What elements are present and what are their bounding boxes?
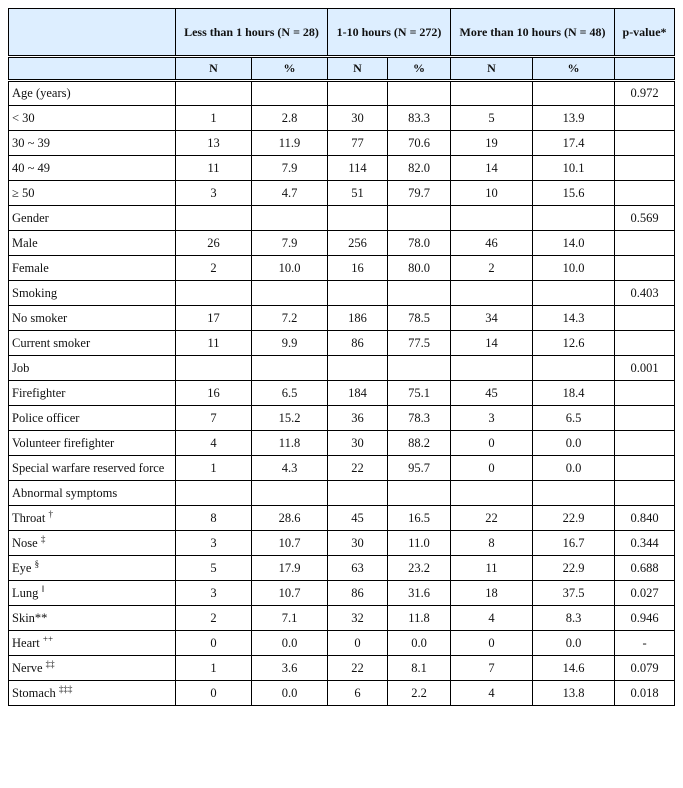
table-row [9, 556, 675, 581]
cell-n-1to10h [328, 81, 388, 106]
cell-n-1to10h: 86 [328, 331, 388, 356]
cell-n-1to10h [328, 356, 388, 381]
row-label [9, 331, 176, 356]
table-row [9, 231, 675, 256]
cell-n-gt10h: 14 [451, 331, 533, 356]
table-row [9, 406, 675, 431]
cell-n-lt1h: 1 [176, 656, 252, 681]
cell-n-gt10h: 5 [451, 106, 533, 131]
row-label [9, 531, 176, 556]
cell-pct-gt10h: 0.0 [533, 456, 615, 481]
cell-n-lt1h: 8 [176, 506, 252, 531]
cell-n-gt10h: 14 [451, 156, 533, 181]
subheader-n: N [451, 57, 533, 81]
cell-n-1to10h: 32 [328, 606, 388, 631]
cell-pct-gt10h: 14.3 [533, 306, 615, 331]
cell-pct-lt1h: 15.2 [252, 406, 328, 431]
cell-n-lt1h [176, 81, 252, 106]
cell-pct-lt1h: 7.9 [252, 231, 328, 256]
cell-n-1to10h: 30 [328, 106, 388, 131]
table-row [9, 456, 675, 481]
cell-n-gt10h [451, 481, 533, 506]
row-label-text: Nose [12, 535, 38, 550]
cell-n-1to10h [328, 481, 388, 506]
group-label [9, 481, 176, 506]
row-label-text: Skin** [12, 610, 48, 625]
subheader-pct: % [388, 57, 451, 81]
table-row [9, 156, 675, 181]
group-label [9, 81, 176, 106]
row-label [9, 606, 176, 631]
cell-pct-gt10h: 13.8 [533, 681, 615, 706]
row-label-text: Eye [12, 560, 32, 575]
row-label-text: Current smoker [12, 335, 91, 350]
cell-pct-1to10h: 82.0 [388, 156, 451, 181]
cell-pct-lt1h: 2.8 [252, 106, 328, 131]
cell-pct-lt1h: 7.1 [252, 606, 328, 631]
group-label [9, 281, 176, 306]
cell-pvalue: 0.001 [615, 356, 675, 381]
cell-pct-1to10h: 11.8 [388, 606, 451, 631]
group-row [9, 81, 675, 106]
cell-pct-lt1h: 11.9 [252, 131, 328, 156]
row-label-text: Volunteer firefighter [12, 435, 115, 450]
cell-n-gt10h: 11 [451, 556, 533, 581]
cell-pvalue [615, 231, 675, 256]
cell-n-gt10h: 19 [451, 131, 533, 156]
cell-pct-lt1h: 4.7 [252, 181, 328, 206]
cell-n-1to10h: 30 [328, 431, 388, 456]
table-row [9, 256, 675, 281]
table-body [9, 81, 675, 706]
cell-pct-gt10h: 8.3 [533, 606, 615, 631]
cell-pvalue [615, 106, 675, 131]
subheader-blank-cell [615, 57, 675, 81]
cell-pct-lt1h: 4.3 [252, 456, 328, 481]
group-label [9, 356, 176, 381]
cell-pct-gt10h: 22.9 [533, 506, 615, 531]
cell-pct-1to10h: 23.2 [388, 556, 451, 581]
footnote-mark: † [48, 508, 53, 519]
row-label [9, 406, 176, 431]
cell-n-1to10h: 186 [328, 306, 388, 331]
cell-pct-lt1h [252, 206, 328, 231]
cell-pct-gt10h: 0.0 [533, 431, 615, 456]
cell-n-gt10h: 4 [451, 606, 533, 631]
cell-pct-gt10h [533, 356, 615, 381]
footnote-mark: ‡ [40, 533, 46, 544]
cell-n-1to10h: 256 [328, 231, 388, 256]
cell-n-lt1h [176, 356, 252, 381]
cell-n-1to10h [328, 206, 388, 231]
cell-pct-1to10h: 11.0 [388, 531, 451, 556]
row-label [9, 631, 176, 656]
cell-pct-1to10h: 80.0 [388, 256, 451, 281]
cell-n-lt1h: 0 [176, 681, 252, 706]
cell-n-gt10h [451, 81, 533, 106]
cell-n-1to10h [328, 281, 388, 306]
table-row [9, 606, 675, 631]
cell-pct-1to10h: 78.3 [388, 406, 451, 431]
header-pvalue: p-value* [615, 9, 675, 57]
row-label-text: Age (years) [12, 86, 71, 100]
cell-n-lt1h: 11 [176, 331, 252, 356]
cell-pct-1to10h [388, 281, 451, 306]
group-row [9, 481, 675, 506]
cell-pct-gt10h: 10.1 [533, 156, 615, 181]
cell-n-1to10h: 114 [328, 156, 388, 181]
cell-n-lt1h: 2 [176, 256, 252, 281]
cell-n-1to10h: 51 [328, 181, 388, 206]
header-group-1: Less than 1 hours (N = 28) [176, 9, 328, 57]
cell-n-lt1h: 5 [176, 556, 252, 581]
row-label-text: Police officer [12, 410, 80, 425]
cell-pvalue [615, 256, 675, 281]
cell-pct-gt10h: 22.9 [533, 556, 615, 581]
cell-pct-lt1h: 11.8 [252, 431, 328, 456]
cell-pct-gt10h: 18.4 [533, 381, 615, 406]
cell-n-gt10h: 2 [451, 256, 533, 281]
table-row [9, 631, 675, 656]
row-label [9, 456, 176, 481]
table-row [9, 181, 675, 206]
cell-pct-lt1h: 3.6 [252, 656, 328, 681]
cell-n-lt1h: 16 [176, 381, 252, 406]
cell-n-lt1h: 2 [176, 606, 252, 631]
header-group-3: More than 10 hours (N = 48) [451, 9, 615, 57]
cell-n-1to10h: 30 [328, 531, 388, 556]
cell-pct-lt1h: 10.7 [252, 581, 328, 606]
cell-n-gt10h [451, 356, 533, 381]
cell-pct-lt1h: 7.9 [252, 156, 328, 181]
cell-n-gt10h: 4 [451, 681, 533, 706]
cell-n-1to10h: 184 [328, 381, 388, 406]
cell-pvalue: 0.079 [615, 656, 675, 681]
cell-pct-lt1h [252, 481, 328, 506]
cell-n-lt1h: 17 [176, 306, 252, 331]
row-label [9, 681, 176, 706]
cell-pvalue [615, 481, 675, 506]
cell-pct-gt10h: 6.5 [533, 406, 615, 431]
cell-n-gt10h: 34 [451, 306, 533, 331]
cell-n-gt10h [451, 281, 533, 306]
cell-pct-1to10h: 16.5 [388, 506, 451, 531]
cell-n-lt1h: 3 [176, 581, 252, 606]
cell-pct-gt10h [533, 481, 615, 506]
cell-pct-1to10h: 79.7 [388, 181, 451, 206]
cell-pct-1to10h: 75.1 [388, 381, 451, 406]
subheader-blank-cell [9, 57, 176, 81]
cell-pct-gt10h: 15.6 [533, 181, 615, 206]
row-label-text: No smoker [12, 310, 68, 325]
cell-pct-1to10h: 31.6 [388, 581, 451, 606]
header-row [9, 9, 675, 57]
cell-pvalue [615, 131, 675, 156]
cell-n-1to10h: 63 [328, 556, 388, 581]
row-label-text: Special warfare reserved force [12, 460, 165, 475]
cell-pct-lt1h [252, 281, 328, 306]
row-label-text: Gender [12, 210, 49, 225]
cell-n-gt10h: 45 [451, 381, 533, 406]
cell-n-lt1h: 26 [176, 231, 252, 256]
row-label [9, 256, 176, 281]
row-label-text: < 30 [12, 110, 35, 125]
cell-pvalue: - [615, 631, 675, 656]
group-row [9, 356, 675, 381]
row-label [9, 556, 176, 581]
table-row [9, 131, 675, 156]
cell-pct-gt10h [533, 206, 615, 231]
cell-n-gt10h: 22 [451, 506, 533, 531]
cell-n-lt1h: 1 [176, 106, 252, 131]
table-row [9, 331, 675, 356]
cell-n-lt1h: 7 [176, 406, 252, 431]
row-label [9, 581, 176, 606]
cell-pct-1to10h: 8.1 [388, 656, 451, 681]
cell-n-gt10h: 0 [451, 431, 533, 456]
footnote-mark: ‡‡‡ [58, 683, 73, 694]
cell-n-gt10h: 10 [451, 181, 533, 206]
row-label-text: Abnormal symptoms [12, 485, 118, 500]
row-label-text: 40 ~ 49 [12, 160, 51, 175]
group-row [9, 206, 675, 231]
row-label-text: 30 ~ 39 [12, 135, 51, 150]
cell-n-1to10h: 36 [328, 406, 388, 431]
row-label-text: Lung [12, 585, 39, 600]
cell-pvalue: 0.027 [615, 581, 675, 606]
cell-pct-gt10h [533, 81, 615, 106]
cell-pct-1to10h [388, 81, 451, 106]
cell-pct-1to10h: 95.7 [388, 456, 451, 481]
cell-n-lt1h: 13 [176, 131, 252, 156]
row-label-text: Nerve [12, 660, 43, 675]
cell-n-1to10h: 22 [328, 456, 388, 481]
table-row [9, 306, 675, 331]
cell-n-gt10h: 0 [451, 631, 533, 656]
cell-n-lt1h: 3 [176, 181, 252, 206]
row-label-text: Firefighter [12, 385, 66, 400]
group-label [9, 206, 176, 231]
cell-pct-gt10h: 14.6 [533, 656, 615, 681]
cell-pct-1to10h: 78.5 [388, 306, 451, 331]
table-row [9, 381, 675, 406]
header-group-2: 1-10 hours (N = 272) [328, 9, 451, 57]
cell-pvalue: 0.403 [615, 281, 675, 306]
cell-pct-1to10h [388, 356, 451, 381]
cell-pct-lt1h: 17.9 [252, 556, 328, 581]
cell-n-gt10h: 18 [451, 581, 533, 606]
cell-n-lt1h: 0 [176, 631, 252, 656]
cell-pvalue [615, 406, 675, 431]
cell-pct-lt1h [252, 356, 328, 381]
cell-n-1to10h: 45 [328, 506, 388, 531]
footnote-mark: ++ [42, 633, 54, 644]
cell-n-lt1h: 1 [176, 456, 252, 481]
cell-pct-lt1h: 10.7 [252, 531, 328, 556]
cell-pct-1to10h: 0.0 [388, 631, 451, 656]
row-label [9, 506, 176, 531]
cell-pct-1to10h: 70.6 [388, 131, 451, 156]
cell-n-1to10h: 77 [328, 131, 388, 156]
row-label-text: Heart [12, 635, 40, 650]
cell-pvalue: 0.344 [615, 531, 675, 556]
row-label [9, 156, 176, 181]
cell-pvalue [615, 381, 675, 406]
row-label [9, 131, 176, 156]
footnote-mark: § [34, 558, 40, 569]
cell-pct-1to10h: 77.5 [388, 331, 451, 356]
cell-n-gt10h: 7 [451, 656, 533, 681]
cell-pct-gt10h: 37.5 [533, 581, 615, 606]
cell-n-lt1h: 11 [176, 156, 252, 181]
cell-n-lt1h [176, 206, 252, 231]
cell-pct-1to10h: 83.3 [388, 106, 451, 131]
row-label [9, 656, 176, 681]
cell-pvalue: 0.688 [615, 556, 675, 581]
cell-n-lt1h: 4 [176, 431, 252, 456]
cell-n-gt10h: 3 [451, 406, 533, 431]
cell-pct-lt1h: 28.6 [252, 506, 328, 531]
cell-n-1to10h: 6 [328, 681, 388, 706]
table-row [9, 581, 675, 606]
cell-pct-lt1h: 6.5 [252, 381, 328, 406]
cell-pct-gt10h: 10.0 [533, 256, 615, 281]
cell-n-gt10h: 0 [451, 456, 533, 481]
cell-pct-gt10h: 16.7 [533, 531, 615, 556]
subheader-row [9, 57, 675, 81]
cell-n-1to10h: 16 [328, 256, 388, 281]
table-row [9, 106, 675, 131]
cell-n-gt10h: 8 [451, 531, 533, 556]
table-row [9, 431, 675, 456]
cell-pvalue: 0.840 [615, 506, 675, 531]
table-row [9, 531, 675, 556]
row-label [9, 431, 176, 456]
subheader-n: N [328, 57, 388, 81]
cell-pct-gt10h: 12.6 [533, 331, 615, 356]
row-label-text: Smoking [12, 285, 58, 300]
cell-pvalue [615, 306, 675, 331]
row-label [9, 181, 176, 206]
cell-n-lt1h [176, 481, 252, 506]
cell-pct-gt10h: 14.0 [533, 231, 615, 256]
group-row [9, 281, 675, 306]
cell-pct-gt10h: 17.4 [533, 131, 615, 156]
footnote-mark: ‡‡ [45, 658, 55, 669]
subheader-n: N [176, 57, 252, 81]
cell-n-lt1h: 3 [176, 531, 252, 556]
row-label-text: Job [12, 360, 30, 375]
row-label-text: ≥ 50 [12, 185, 35, 200]
cell-n-gt10h: 46 [451, 231, 533, 256]
cell-pvalue [615, 156, 675, 181]
data-table [8, 8, 675, 706]
row-label [9, 231, 176, 256]
cell-pct-1to10h: 78.0 [388, 231, 451, 256]
cell-pct-lt1h: 9.9 [252, 331, 328, 356]
cell-n-lt1h [176, 281, 252, 306]
cell-pct-lt1h: 0.0 [252, 681, 328, 706]
cell-pct-1to10h: 2.2 [388, 681, 451, 706]
cell-n-gt10h [451, 206, 533, 231]
cell-n-1to10h: 0 [328, 631, 388, 656]
subheader-pct: % [252, 57, 328, 81]
table-row [9, 506, 675, 531]
cell-pct-1to10h [388, 206, 451, 231]
header-blank-cell [9, 9, 176, 57]
cell-n-1to10h: 86 [328, 581, 388, 606]
row-label-text: Throat [12, 510, 46, 525]
cell-pvalue [615, 331, 675, 356]
cell-pvalue [615, 181, 675, 206]
table-row [9, 681, 675, 706]
cell-pct-lt1h [252, 81, 328, 106]
cell-pct-lt1h: 0.0 [252, 631, 328, 656]
cell-pct-1to10h: 88.2 [388, 431, 451, 456]
cell-pct-gt10h [533, 281, 615, 306]
cell-pvalue [615, 431, 675, 456]
subheader-pct: % [533, 57, 615, 81]
cell-pvalue: 0.972 [615, 81, 675, 106]
row-label [9, 306, 176, 331]
cell-n-1to10h: 22 [328, 656, 388, 681]
cell-pct-gt10h: 13.9 [533, 106, 615, 131]
cell-pvalue: 0.018 [615, 681, 675, 706]
table-row [9, 656, 675, 681]
cell-pct-lt1h: 10.0 [252, 256, 328, 281]
cell-pvalue [615, 456, 675, 481]
cell-pct-gt10h: 0.0 [533, 631, 615, 656]
cell-pct-lt1h: 7.2 [252, 306, 328, 331]
row-label [9, 381, 176, 406]
row-label-text: Female [12, 260, 49, 275]
row-label [9, 106, 176, 131]
cell-pct-1to10h [388, 481, 451, 506]
row-label-text: Male [12, 235, 38, 250]
footnote-mark: ‖ [41, 583, 45, 594]
row-label-text: Stomach [12, 685, 56, 700]
cell-pvalue: 0.569 [615, 206, 675, 231]
cell-pvalue: 0.946 [615, 606, 675, 631]
